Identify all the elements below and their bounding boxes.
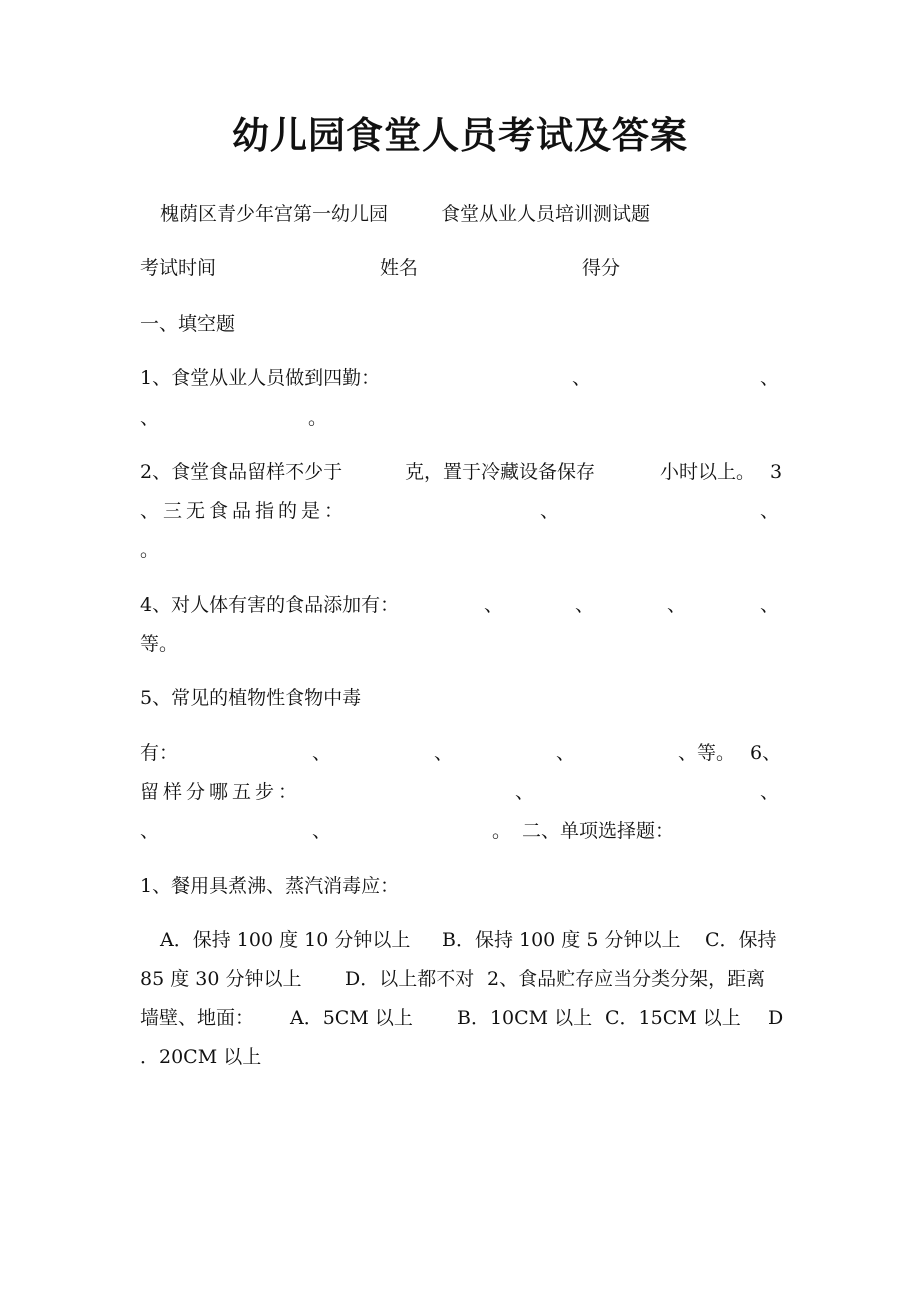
q4-sep1: 、: [484, 594, 504, 616]
q1-text: 1、食堂从业人员做到四勤：: [140, 367, 381, 389]
q6-line2-end: 。: [492, 820, 512, 842]
q6-text: 留样分哪五步：: [140, 781, 302, 803]
mc2-option-b: B．10CM 以上: [457, 1007, 593, 1029]
mc2-question-end: 墙壁、地面：: [140, 1007, 255, 1029]
mc1-option-c-prefix: C．保持: [705, 929, 777, 951]
q5-end: 、等。: [678, 742, 736, 764]
q4-text: 4、对人体有害的食品添加有：: [140, 594, 400, 616]
q3-number: 3: [770, 461, 783, 483]
q4-sep3: 、: [667, 594, 687, 616]
q2-text: 2、食堂食品留样不少于: [140, 461, 343, 483]
q5-sep3: 、: [556, 742, 576, 764]
q4-sep2: 、: [575, 594, 595, 616]
q4-sep4: 、: [760, 594, 780, 616]
test-name: 食堂从业人员培训测试题: [441, 203, 651, 225]
mc1-option-a: A．保持 100 度 10 分钟以上: [160, 929, 411, 951]
q3-text: 、三无食品指的是：: [140, 500, 348, 522]
mc1-option-c-rest: 85 度 30 分钟以上: [140, 968, 302, 990]
q5-line2-start: 有：: [140, 742, 179, 764]
mc2-option-c: C．15CM 以上: [605, 1007, 741, 1029]
mc2-question-start: 2、食品贮存应当分类分架，距离: [487, 968, 766, 990]
mc1-option-b: B．保持 100 度 5 分钟以上: [442, 929, 681, 951]
q4-end: 等。: [140, 633, 179, 655]
q6-sep1: 、: [515, 781, 535, 803]
mc1-option-d: D．以上都不对: [345, 968, 475, 990]
q3-end: 。: [140, 539, 160, 561]
mc2-option-a: A．5CM 以上: [290, 1007, 413, 1029]
q3-sep1: 、: [540, 500, 560, 522]
q1-line2-end: 。: [308, 407, 328, 429]
q6-line2-sep2: 、: [312, 820, 332, 842]
name-label: 姓名: [380, 257, 419, 279]
mc2-option-d-prefix: D: [768, 1007, 784, 1029]
q1-line2-sep: 、: [140, 407, 160, 429]
q6-number: 6、: [750, 742, 782, 764]
score-label: 得分: [582, 257, 621, 279]
section-single-choice: 二、单项选择题：: [522, 820, 675, 842]
q2-end: 小时以上。: [660, 461, 756, 483]
mc1-question: 1、餐用具煮沸、蒸汽消毒应：: [140, 875, 400, 897]
q6-sep2: 、: [760, 781, 780, 803]
document-title: 幼儿园食堂人员考试及答案: [232, 113, 688, 157]
school-name: 槐荫区青少年宫第一幼儿园: [160, 203, 389, 225]
q2-mid: 克，置于冷藏设备保存: [405, 461, 596, 483]
q1-sep1: 、: [572, 367, 592, 389]
q5-sep2: 、: [434, 742, 454, 764]
mc2-option-d-rest: ．20CM 以上: [140, 1046, 262, 1068]
q1-sep2: 、: [760, 367, 780, 389]
section-fill-blank: 一、填空题: [140, 313, 236, 335]
exam-time-label: 考试时间: [140, 257, 217, 279]
q6-line2-sep1: 、: [140, 820, 160, 842]
q5-text: 5、常见的植物性食物中毒: [140, 687, 362, 709]
q5-sep1: 、: [312, 742, 332, 764]
q3-sep2: 、: [760, 500, 780, 522]
